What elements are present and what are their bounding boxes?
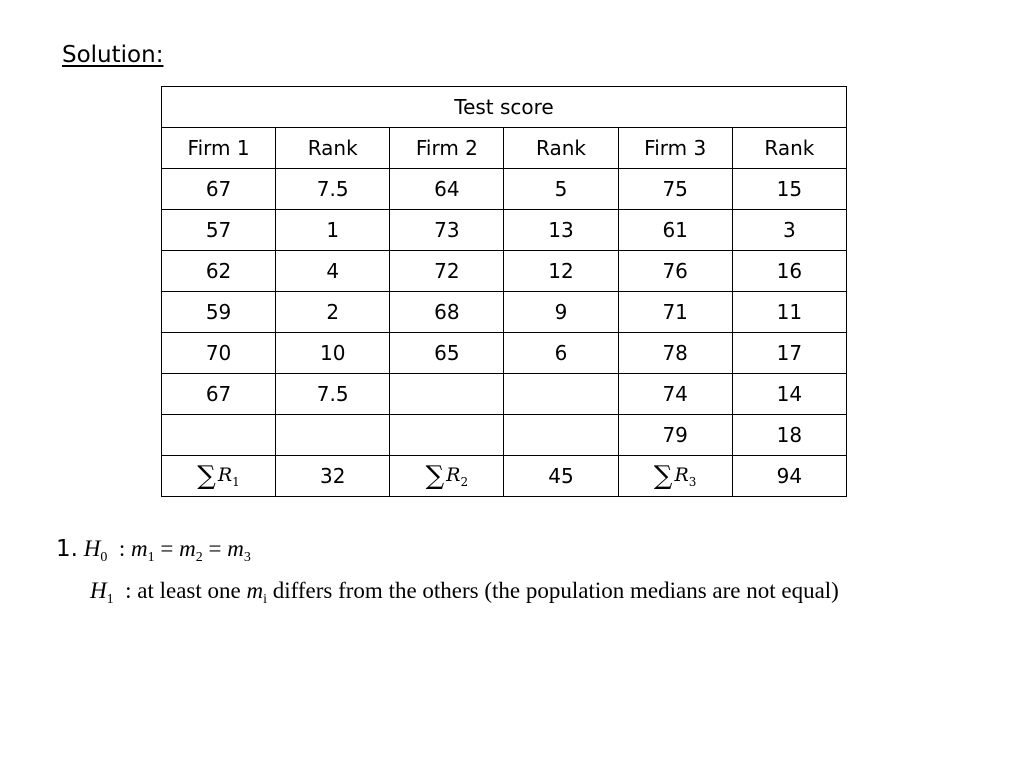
table-cell: 64 — [390, 169, 504, 210]
table-cell: 10 — [276, 333, 390, 374]
m-letter: m — [130, 536, 148, 561]
table-row — [162, 415, 847, 456]
m-subscript: 3 — [243, 550, 251, 565]
table-cell: 68 — [390, 292, 504, 333]
table-cell — [504, 415, 618, 456]
alternative-hypothesis — [90, 578, 839, 608]
colon: : — [118, 536, 126, 561]
rank-sum-label-2 — [390, 456, 504, 497]
table-cell: 12 — [504, 251, 618, 292]
table-row — [162, 292, 847, 333]
table-header-row — [162, 128, 847, 169]
table-cell: 11 — [732, 292, 846, 333]
m-letter: m — [227, 536, 244, 561]
equals-sign: = — [160, 536, 174, 561]
table-title: Test score — [162, 87, 847, 128]
header-firm-1: Firm 1 — [162, 128, 276, 169]
table-cell: 70 — [162, 333, 276, 374]
table-row — [162, 374, 847, 415]
table-cell: 79 — [618, 415, 732, 456]
table-cell: 16 — [732, 251, 846, 292]
table-cell: 75 — [618, 169, 732, 210]
m-subscript: 2 — [195, 550, 203, 565]
table-cell: 7.5 — [276, 169, 390, 210]
test-score-table — [161, 86, 847, 497]
colon: : — [125, 578, 132, 603]
summation-icon: ∑ — [425, 461, 445, 491]
table-cell: 6 — [504, 333, 618, 374]
m-subscript: 1 — [147, 550, 155, 565]
table-cell: 76 — [618, 251, 732, 292]
m-letter: m — [179, 536, 196, 561]
table-cell: 5 — [504, 169, 618, 210]
r-subscript: 2 — [460, 475, 469, 489]
h0-subscript: 0 — [100, 550, 108, 565]
table-cell: 78 — [618, 333, 732, 374]
table-cell: 2 — [276, 292, 390, 333]
h1-text-after: differs from the others (the population medians are not equal) — [272, 578, 839, 603]
table-cell: 72 — [390, 251, 504, 292]
table-cell — [390, 374, 504, 415]
table-row — [162, 210, 847, 251]
r-letter: R — [217, 464, 233, 486]
rank-sum-value-3: 94 — [732, 456, 846, 497]
table-cell: 3 — [732, 210, 846, 251]
table-cell: 71 — [618, 292, 732, 333]
table-title-row — [162, 87, 847, 128]
summation-icon: ∑ — [653, 461, 673, 491]
table-cell: 9 — [504, 292, 618, 333]
header-firm-3: Firm 3 — [618, 128, 732, 169]
table-cell: 13 — [504, 210, 618, 251]
table-row — [162, 333, 847, 374]
r-subscript: 3 — [688, 475, 697, 489]
solution-heading: Solution: — [62, 42, 164, 68]
table-cell: 7.5 — [276, 374, 390, 415]
table-cell: 1 — [276, 210, 390, 251]
header-rank-3: Rank — [732, 128, 846, 169]
header-firm-2: Firm 2 — [390, 128, 504, 169]
equals-sign: = — [208, 536, 222, 561]
null-hypothesis — [56, 536, 251, 566]
h1-text-before: at least one — [137, 578, 241, 603]
table-cell: 15 — [732, 169, 846, 210]
table-row — [162, 169, 847, 210]
r-letter: R — [674, 464, 689, 486]
table-cell: 4 — [276, 251, 390, 292]
table-cell: 73 — [390, 210, 504, 251]
table-cell: 65 — [390, 333, 504, 374]
header-rank-2: Rank — [504, 128, 618, 169]
r-subscript: 1 — [232, 475, 240, 489]
summation-icon: ∑ — [197, 461, 216, 491]
table-cell: 18 — [732, 415, 846, 456]
rank-sum-label-3 — [618, 456, 732, 497]
step-number: 1. — [56, 536, 78, 562]
rank-sum-row — [162, 456, 847, 497]
table-cell: 57 — [162, 210, 276, 251]
table-cell: 74 — [618, 374, 732, 415]
h-letter: H — [90, 578, 107, 603]
table-cell: 59 — [162, 292, 276, 333]
m-i-subscript: i — [263, 592, 267, 607]
table-cell — [162, 415, 276, 456]
table-cell — [276, 415, 390, 456]
rank-sum-value-2: 45 — [504, 456, 618, 497]
table-cell — [390, 415, 504, 456]
header-rank-1: Rank — [276, 128, 390, 169]
table-cell: 17 — [732, 333, 846, 374]
table-cell: 61 — [618, 210, 732, 251]
table-row — [162, 251, 847, 292]
r-letter: R — [446, 464, 461, 486]
table-cell: 67 — [162, 374, 276, 415]
h1-subscript: 1 — [106, 592, 114, 607]
table-cell: 62 — [162, 251, 276, 292]
table-cell: 67 — [162, 169, 276, 210]
rank-sum-value-1: 32 — [276, 456, 390, 497]
h-letter: H — [83, 536, 101, 561]
rank-sum-label-1 — [162, 456, 276, 497]
table-cell: 14 — [732, 374, 846, 415]
table-cell — [504, 374, 618, 415]
m-letter: m — [246, 578, 264, 603]
